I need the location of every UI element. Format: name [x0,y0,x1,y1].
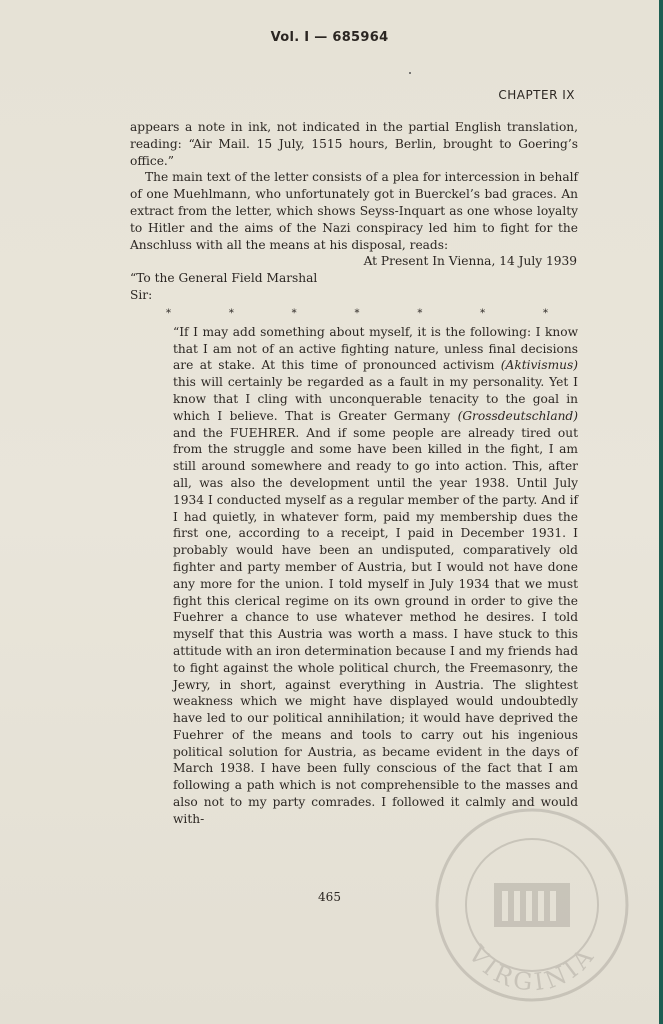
star: * [291,307,297,319]
star: * [480,307,486,319]
quote-term-aktivismus: (Aktivismus) [500,358,578,373]
paragraph-main: The main text of the letter consists of a plea for intercession in behalf of one Muehlmann, who unfortunately got in Buerckel’s bad graces. An extract from the letter, which shows Seyss-Inquart as one whose loyalty to Hitler and the aims of the Nazi conspiracy led him to fight for the Anschluss with all the means at his disposal, reads: [130,170,578,252]
ink-speck [409,72,411,74]
page-number: 465 [318,890,341,904]
ellipsis-stars [166,306,548,322]
letter-salutation: Sir: [130,287,153,302]
star: * [354,307,360,319]
quote-text: this will certainly be regarded as a fault in my personality. Yet I know that I cling with unconquerable tenacity to the goal in which I believe. That is Greater Germany [173,375,578,423]
chapter-heading: CHAPTER IX [498,88,575,102]
body-text [130,119,578,828]
library-seal-stamp [432,805,632,1005]
star: * [228,307,234,319]
svg-text:VIRGINIA: VIRGINIA [462,940,602,997]
quote-term-grossdeutschland: (Grossdeutschland) [457,408,578,423]
star: * [542,307,548,319]
paragraph-continued: appears a note in ink, not indicated in the partial English translation, reading: “Air Mail. 15 July, 1515 hours, Berlin, brought to Goering’s office.” [130,120,578,168]
letter-quote [173,324,578,828]
star: * [166,307,171,319]
star: * [417,307,423,319]
letter-addressee: “To the General Field Marshal [130,271,318,286]
volume-header: Vol. I — 685964 [270,30,389,45]
quote-text: “If I may add something about myself, it is the following: I know that I am not of an active fighting nature, unless final decisions are at stake. At this time of pronounced activism [173,324,578,373]
letter-dateline: At Present In Vienna, 14 July 1939 [363,254,577,269]
background-edge [659,0,663,1024]
quote-text: and the FUEHRER. And if some people are already tired out from the struggle and some have been killed in the fight, I am still around somewhere and ready to go into action. This, after all, was also the development until the year 1938. Until July 1934 I conducted myself as a regular member of the party. And if I had quietly, in whatever form, paid my membership dues the first one, according to a receipt, I paid in December 1931. I probably would have been an undisputed, comparatively old fighter and party member of Austria, but I would not have done any more for the union. I told myself in July 1934 that we must fight this clerical regime on its own ground in order to give the Fuehrer a chance to use whatever method he desires. I told myself that this Austria was worth a mass. I have stuck to this attitude with an iron determination because I and my friends had to fight against the whole political church, the Freemasonry, the Jewry, in short, against everything in Austria. The slightest weakness which we might have displayed would undoubtedly have led to our political annihilation; it would have deprived the Fuehrer of the means and tools to carry out his ingenious political solution for Austria, as became evident in the days of March 1938. I have been fully conscious of the fact that I am following a path which is not comprehensible to the masses and also not to my party comrades. I followed it calmly and would with- [173,425,578,826]
